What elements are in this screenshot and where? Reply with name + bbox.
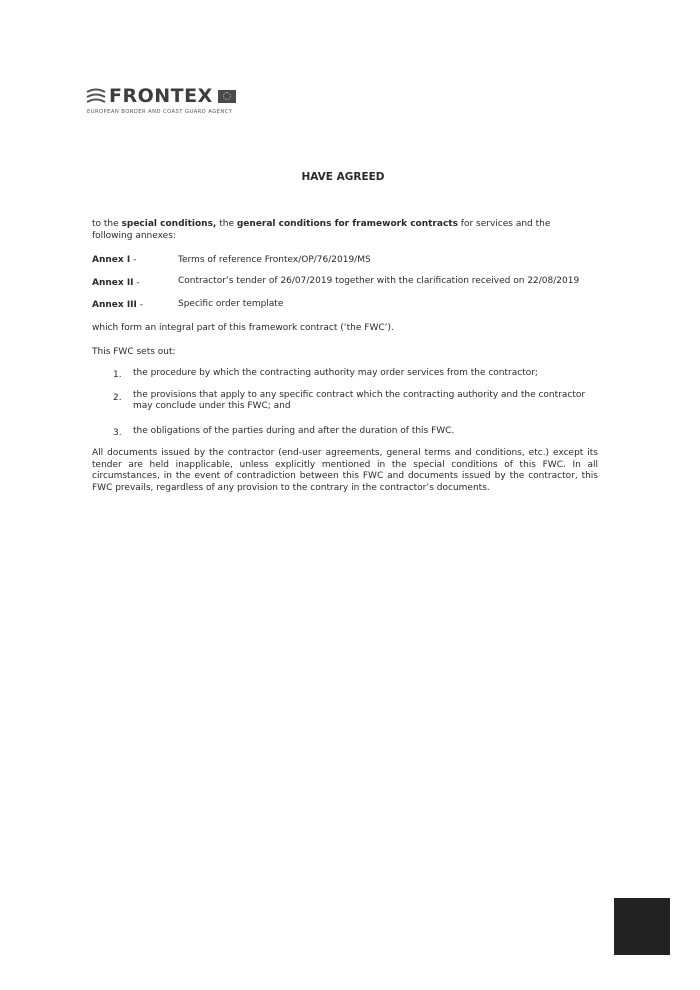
integral-part-text: which form an integral part of this framework contract (‘the FWC’). — [92, 323, 394, 333]
intro-paragraph — [92, 218, 580, 242]
annex-1-description: Terms of reference Frontex/OP/76/2019/MS — [178, 255, 371, 265]
annex-2 — [92, 278, 140, 288]
scan-redaction-block — [614, 898, 670, 955]
list-item: the provisions that apply to any specific contract which the contracting authority and the contractor may conclude under this FWC; and — [133, 390, 586, 411]
agency-tagline: EUROPEAN BORDER AND COAST GUARD AGENCY — [87, 109, 233, 115]
intro-text: to the — [92, 219, 122, 229]
annex-3-description: Specific order template — [178, 299, 284, 309]
annex-dash: - — [133, 278, 140, 288]
list-item: the obligations of the parties during and after the duration of this FWC. — [133, 426, 455, 436]
brand-name: FRONTEX — [109, 85, 213, 107]
annex-2-description: Contractor’s tender of 26/07/2019 together with the clarification received on 22/08/2019 — [178, 276, 580, 286]
closing-paragraph: All documents issued by the contractor (end-user agreements, general terms and conditions, etc.) except its tender are held inapplicable, unless explicitly mentioned in the special conditions of this FWC. In all circumstances, in the event of contradiction between this FWC and documents issued by the contractor, this FWC prevails, regardless of any provision to the contrary in the contractor’s documents. — [92, 448, 598, 493]
eu-flag-icon — [218, 90, 236, 103]
list-number: 2. — [113, 393, 122, 403]
intro-text: the — [216, 219, 237, 229]
annex-3 — [92, 300, 143, 310]
special-conditions-term: special conditions, — [121, 219, 217, 229]
annex-label: Annex III — [92, 300, 137, 310]
frontex-logo — [86, 85, 236, 115]
annex-1 — [92, 255, 136, 265]
annex-dash: - — [136, 300, 143, 310]
list-number: 3. — [113, 428, 122, 438]
annex-dash: - — [130, 255, 137, 265]
page-heading: HAVE AGREED — [301, 171, 385, 183]
annex-label: Annex II — [92, 278, 134, 288]
intro-text: for services and the following annexes: — [92, 219, 551, 241]
annex-label: Annex I — [92, 255, 131, 265]
list-item: the procedure by which the contracting authority may order services from the contractor; — [133, 368, 538, 378]
frontex-waves-icon — [86, 87, 106, 105]
list-number: 1. — [113, 370, 122, 380]
general-conditions-term: general conditions for framework contracts — [236, 219, 458, 229]
sets-out-text: This FWC sets out: — [92, 347, 176, 357]
